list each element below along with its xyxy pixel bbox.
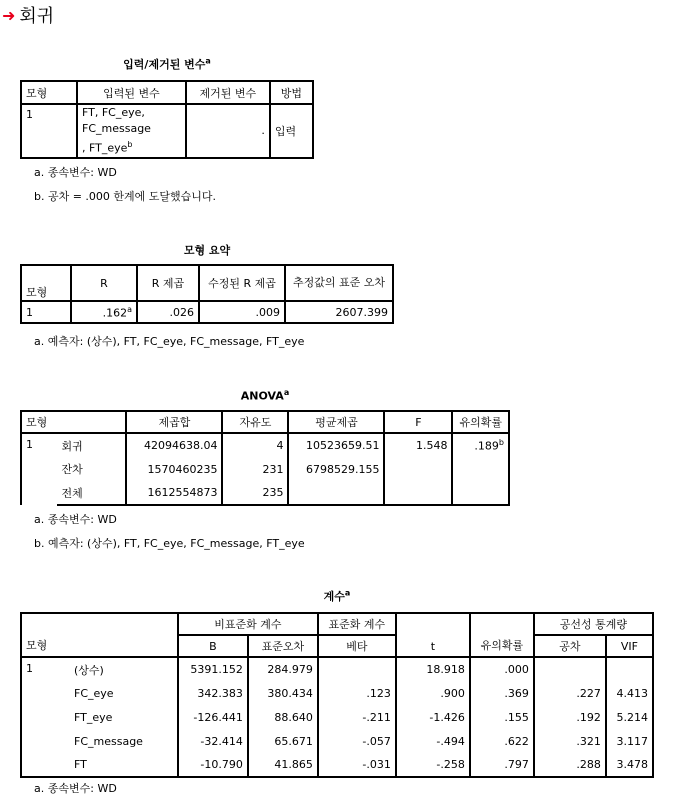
cell-sig: .369 bbox=[470, 681, 534, 705]
header-sig: 유의확률 bbox=[452, 411, 509, 433]
header-model: 모형 bbox=[21, 613, 178, 657]
cell-tol: .288 bbox=[534, 753, 606, 777]
cell-df: 4 bbox=[222, 433, 288, 457]
cell-se: 88.640 bbox=[248, 705, 318, 729]
cell-sig: .797 bbox=[470, 753, 534, 777]
cell-sig bbox=[452, 457, 509, 481]
coefficients-title: 계수$^a$ bbox=[323, 588, 351, 603]
cell-se: 284.979 bbox=[248, 657, 318, 681]
row-label: FT_eye bbox=[70, 705, 178, 729]
model-summary-title: 모형 요약 bbox=[183, 244, 231, 257]
footnote-a: a. 종속변수: WD bbox=[34, 166, 117, 179]
anova-table bbox=[20, 410, 510, 506]
cell-ms: 10523659.51 bbox=[288, 433, 384, 457]
cell-removed: . bbox=[186, 104, 270, 158]
row-label: FC_message bbox=[70, 729, 178, 753]
cell-tol bbox=[534, 657, 606, 681]
cell-method: 입력 bbox=[270, 104, 313, 158]
coefficients-table bbox=[20, 612, 654, 778]
cell-f: 1.548 bbox=[384, 433, 452, 457]
variables-table bbox=[20, 80, 314, 159]
section-title: 회귀 bbox=[19, 6, 55, 27]
footnote-b: b. 예측자: (상수), FT, FC_eye, FC_message, FT_eye bbox=[34, 537, 305, 550]
cell-tol: .192 bbox=[534, 705, 606, 729]
variables-table-title: 입력/제거된 변수$^a$ bbox=[123, 56, 211, 71]
header-ms: 평균제곱 bbox=[288, 411, 384, 433]
arrow-right-icon: ➜ bbox=[2, 5, 16, 25]
cell-b: -10.790 bbox=[178, 753, 248, 777]
cell-se: 2607.399 bbox=[285, 301, 393, 323]
cell-tol: .321 bbox=[534, 729, 606, 753]
header-model: 모형 bbox=[21, 81, 77, 104]
cell-ss: 1570460235 bbox=[126, 457, 222, 481]
header-se: 추정값의 표준 오차 bbox=[285, 265, 393, 301]
header-f: F bbox=[384, 411, 452, 433]
cell-se: 41.865 bbox=[248, 753, 318, 777]
cell-sig: .155 bbox=[470, 705, 534, 729]
header-model: 모형 bbox=[21, 265, 71, 301]
cell-t: -.494 bbox=[396, 729, 470, 753]
cell-model: 1 bbox=[21, 104, 77, 158]
table-row bbox=[21, 753, 653, 777]
header-removed: 제거된 변수 bbox=[186, 81, 270, 104]
cell-beta: -.031 bbox=[318, 753, 396, 777]
cell-t: 18.918 bbox=[396, 657, 470, 681]
row-label: (상수) bbox=[70, 657, 178, 681]
footnote-a: a. 예측자: (상수), FT, FC_eye, FC_message, FT_eye bbox=[34, 335, 305, 348]
header-model: 모형 bbox=[21, 411, 126, 433]
cell-df: 231 bbox=[222, 457, 288, 481]
cell-df: 235 bbox=[222, 481, 288, 505]
cell-b: 342.383 bbox=[178, 681, 248, 705]
row-label: FT bbox=[70, 753, 178, 777]
cell-tol: .227 bbox=[534, 681, 606, 705]
header-sig: 유의확률 bbox=[470, 613, 534, 657]
cell-sig: .189$^b$ bbox=[452, 433, 509, 457]
cell-beta: -.057 bbox=[318, 729, 396, 753]
table-row bbox=[21, 657, 653, 681]
cell-vif: 3.117 bbox=[606, 729, 653, 753]
cell-sig bbox=[452, 481, 509, 505]
cell-se: 380.434 bbox=[248, 681, 318, 705]
cell-ss: 1612554873 bbox=[126, 481, 222, 505]
header-std: 표준화 계수 bbox=[318, 613, 396, 635]
header-se: 표준오차 bbox=[248, 635, 318, 657]
cell-beta: -.211 bbox=[318, 705, 396, 729]
header-method: 방법 bbox=[270, 81, 313, 104]
header-b: B bbox=[178, 635, 248, 657]
cell-vif bbox=[606, 657, 653, 681]
row-label: 전체 bbox=[57, 481, 126, 505]
header-beta: 베타 bbox=[318, 635, 396, 657]
row-label: 잔차 bbox=[57, 457, 126, 481]
table-row bbox=[21, 705, 653, 729]
cell-t: -1.426 bbox=[396, 705, 470, 729]
cell-entered: FT, FC_eye, FC_message , FT_eye$^b$ bbox=[77, 104, 186, 158]
cell-t: -.258 bbox=[396, 753, 470, 777]
footnote-b: b. 공차 = .000 한계에 도달했습니다. bbox=[34, 190, 217, 203]
cell-vif: 3.478 bbox=[606, 753, 653, 777]
cell-model: 1 bbox=[21, 301, 71, 323]
header-ss: 제곱합 bbox=[126, 411, 222, 433]
cell-ss: 42094638.04 bbox=[126, 433, 222, 457]
cell-adj-r2: .009 bbox=[199, 301, 285, 323]
header-df: 자유도 bbox=[222, 411, 288, 433]
anova-title: ANOVA$^a$ bbox=[240, 388, 290, 403]
cell-ms: 6798529.155 bbox=[288, 457, 384, 481]
table-row bbox=[21, 729, 653, 753]
cell-model: 1 bbox=[21, 657, 70, 777]
cell-beta: .123 bbox=[318, 681, 396, 705]
cell-r: .162$^a$ bbox=[71, 301, 137, 323]
row-label: 회귀 bbox=[57, 433, 126, 457]
header-unstd: 비표준화 계수 bbox=[178, 613, 318, 635]
cell-sig: .000 bbox=[470, 657, 534, 681]
row-label: FC_eye bbox=[70, 681, 178, 705]
cell-f bbox=[384, 457, 452, 481]
cell-beta bbox=[318, 657, 396, 681]
footnote-a: a. 종속변수: WD bbox=[34, 782, 117, 795]
footnote-a: a. 종속변수: WD bbox=[34, 513, 117, 526]
header-collinearity: 공선성 통계량 bbox=[534, 613, 653, 635]
header-vif: VIF bbox=[606, 635, 653, 657]
cell-vif: 5.214 bbox=[606, 705, 653, 729]
cell-sig: .622 bbox=[470, 729, 534, 753]
cell-vif: 4.413 bbox=[606, 681, 653, 705]
header-entered: 입력된 변수 bbox=[77, 81, 186, 104]
cell-se: 65.671 bbox=[248, 729, 318, 753]
cell-t: .900 bbox=[396, 681, 470, 705]
header-r2: R 제곱 bbox=[137, 265, 199, 301]
header-adj-r2: 수정된 R 제곱 bbox=[199, 265, 285, 301]
cell-ms bbox=[288, 481, 384, 505]
cell-b: 5391.152 bbox=[178, 657, 248, 681]
cell-f bbox=[384, 481, 452, 505]
header-t: t bbox=[396, 613, 470, 657]
cell-b: -32.414 bbox=[178, 729, 248, 753]
cell-b: -126.441 bbox=[178, 705, 248, 729]
model-summary-table bbox=[20, 264, 394, 324]
header-r: R bbox=[71, 265, 137, 301]
table-row bbox=[21, 681, 653, 705]
cell-model: 1 bbox=[21, 433, 57, 505]
cell-r2: .026 bbox=[137, 301, 199, 323]
header-tolerance: 공차 bbox=[534, 635, 606, 657]
section-heading bbox=[2, 2, 54, 28]
